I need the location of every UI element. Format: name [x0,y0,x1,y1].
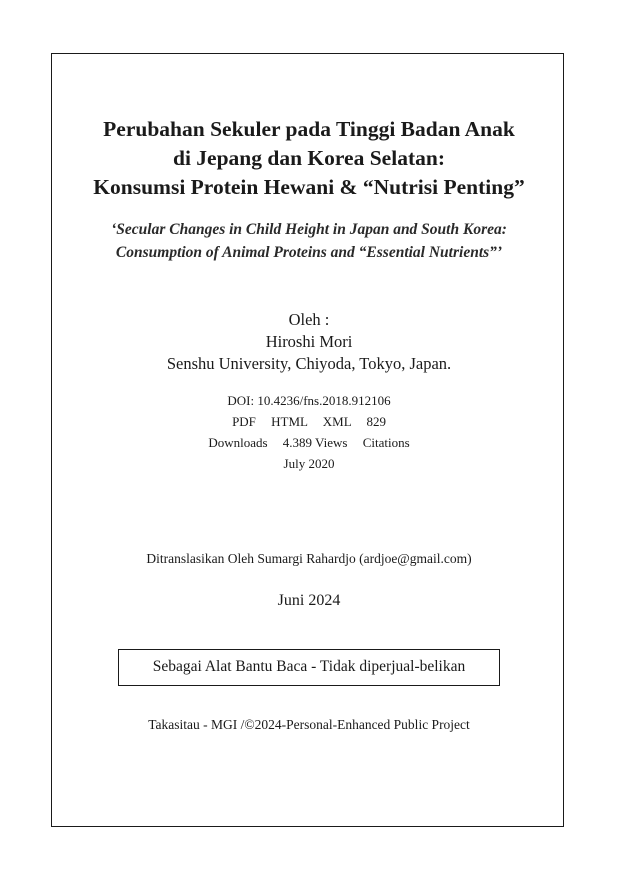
publication-meta [0,390,618,474]
format-xml: XML [322,414,352,429]
footer-credit: Takasitau - MGI /©2024-Personal-Enhanced Public Project [148,717,470,732]
notice-box: Sebagai Alat Bantu Baca - Tidak diperjual-belikan [118,649,500,686]
author-name: Hiroshi Mori [265,332,353,351]
translator-credit: Ditranslasikan Oleh Sumargi Rahardjo (ardjoe@gmail.com) [146,551,472,566]
translation-date: Juni 2024 [277,592,341,609]
english-subtitle [0,218,618,264]
doi: DOI: 10.4236/fns.2018.912106 [227,393,391,408]
format-count: 829 [366,414,386,429]
format-html: HTML [271,414,308,429]
publication-date: July 2020 [283,456,335,471]
title-line-3: Konsumsi Protein Hewani & “Nutrisi Penting” [93,175,525,199]
author-affiliation: Senshu University, Chiyoda, Tokyo, Japan. [166,354,452,373]
by-label: Oleh : [288,310,330,329]
stat-downloads: Downloads [208,435,268,450]
subtitle-line-2: Consumption of Animal Proteins and “Essential Nutrients”’ [115,244,503,261]
subtitle-line-1: ‘Secular Changes in Child Height in Japan and South Korea: [111,221,507,238]
document-title [0,115,618,202]
stats-row [0,432,618,453]
format-pdf: PDF [232,414,256,429]
stat-citations: Citations [362,435,410,450]
title-line-2: di Jepang dan Korea Selatan: [173,146,445,170]
stat-views: 4.389 Views [282,435,348,450]
format-row [0,411,618,432]
title-line-1: Perubahan Sekuler pada Tinggi Badan Anak [103,117,515,141]
author-block [0,309,618,375]
